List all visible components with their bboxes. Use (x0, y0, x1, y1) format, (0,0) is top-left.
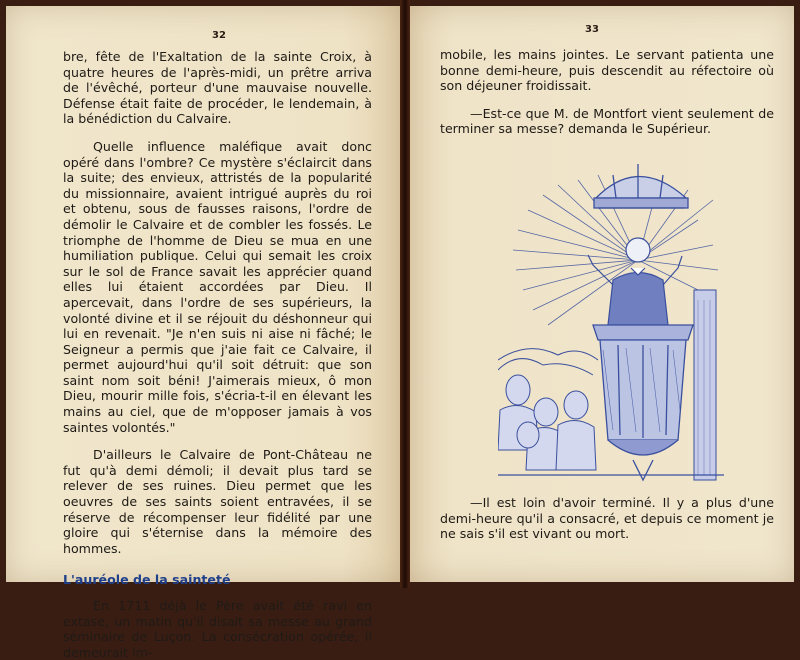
left-paragraph-4: En 1711 déjà le Père avait été ravi en extase, un matin qu'il disait sa messe au grand séminaire de Luçon. La consécration opérée, il demeurait im- (63, 598, 372, 660)
pulpit-body (593, 325, 693, 480)
congregation (498, 349, 598, 470)
left-page-text (63, 49, 372, 660)
page-number-left: 32 (212, 30, 226, 41)
left-paragraph-3: D'ailleurs le Calvaire de Pont-Château ne fut qu'à demi démoli; il devait plus tard se relever de ses ruines. Dieu permet que les oeuvres de ses saints soient entravées, il se réserve de récompenser leur fidélité par une gloire qui s'éternise dans la mémoire des hommes. (63, 447, 372, 556)
pulpit-canopy (594, 164, 688, 208)
section-heading: L'auréole de la sainteté (63, 572, 231, 588)
left-paragraph-1: bre, fête de l'Exaltation de la sainte Croix, à quatre heures de l'après-midi, un prêtre arriva de l'évêché, porteur d'une mauvaise nouvelle. Défense était faite de procéder, le lendemain, à la bénédiction du Calvaire. (63, 49, 372, 127)
right-paragraph-1: mobile, les mains jointes. Le servant patienta une bonne demi-heure, puis descendit au réfectoire où son déjeuner froidissait. (440, 47, 774, 94)
right-page-top-text (440, 47, 774, 137)
page-number-right: 33 (585, 24, 599, 35)
book-gutter (400, 0, 410, 588)
right-page-bottom-text (440, 495, 774, 542)
right-paragraph-3: —Il est loin d'avoir terminé. Il y a plus d'une demi-heure qu'il a consacré, et depuis ce moment je ne sais s'il est vivant ou mort. (440, 495, 774, 542)
church-pillar (694, 290, 716, 480)
left-paragraph-2: Quelle influence maléfique avait donc opéré dans l'ombre? Ce mystère s'éclaircit dans la suite; des envieux, attristés de la popularité du missionnaire, avaient intrigué auprès du roi et obtenu, sous de fausses raisons, l'ordre de démolir le Calvaire et de combler les fossés. Le triomphe de l'homme de Dieu se mua en une humiliation publique. Celui qui semait les croix sur le sol de France savait les apprécier quand elles lui étaient accordées par Dieu. Il apercevait, dans l'ordre de ses supérieurs, la volonté divine et il se réjouit du déshonneur qui lui en revenait. "Je n'en suis ni aise ni fâché; le Seigneur a permis que j'aie fait ce Calvaire, il permet aujourd'hui qu'il soit détruit: que son saint nom soit béni! J'aimerais mieux, ô mon Dieu, mourir mille fois, s'écria-t-il en élevant les mains au ciel, que de m'opposer jamais à vos saintes volontés." (63, 138, 372, 435)
right-paragraph-2: —Est-ce que M. de Montfort vient seulement de terminer sa messe? demanda le Supérieur. (440, 105, 774, 137)
pulpit-illustration (498, 150, 724, 488)
